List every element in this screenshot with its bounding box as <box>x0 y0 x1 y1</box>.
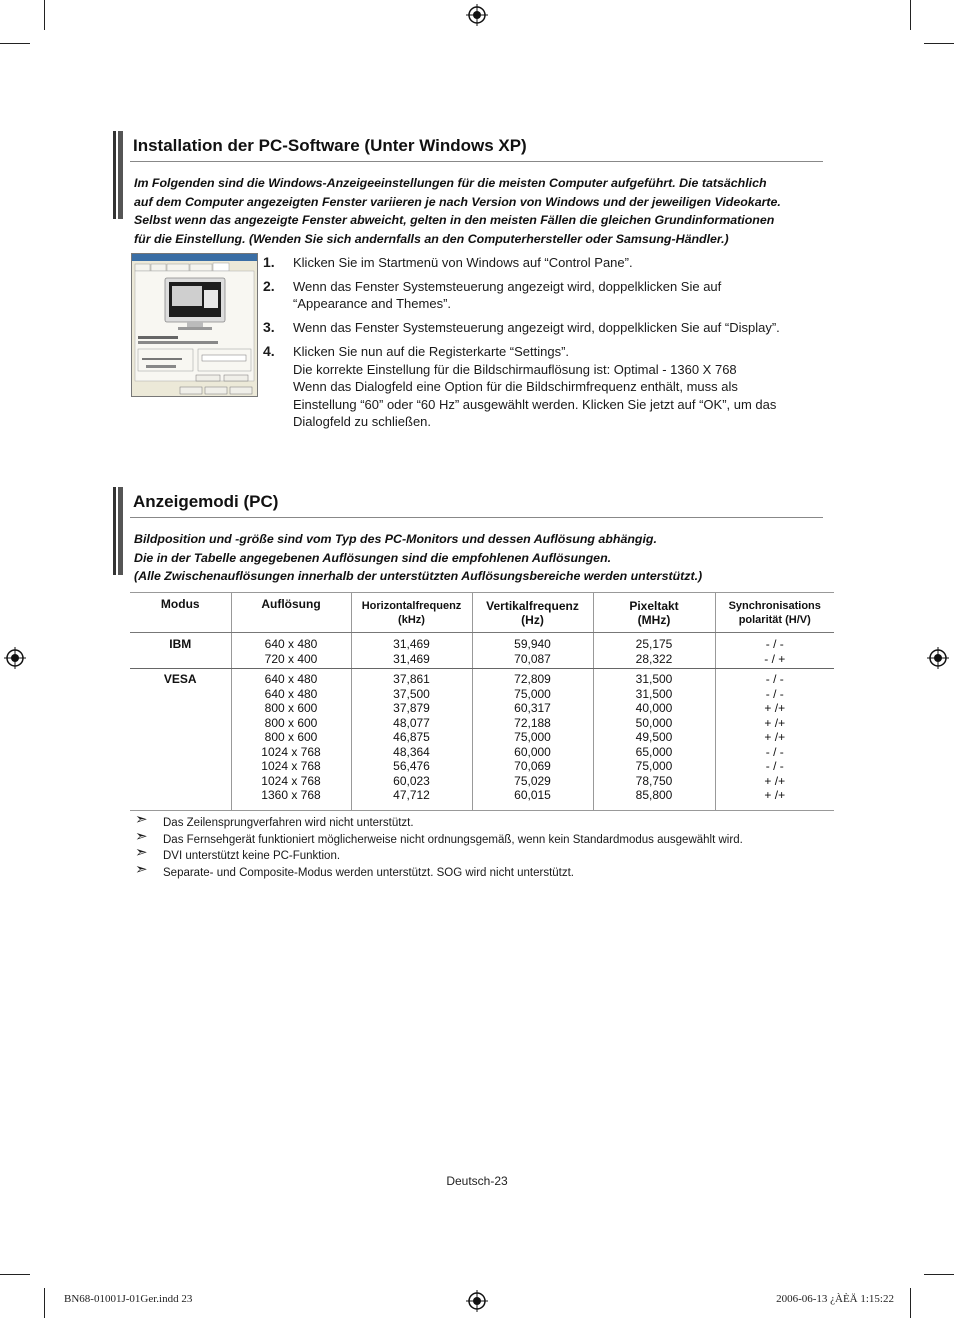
cell-value: 800 x 600 <box>264 730 318 744</box>
cell-value: 720 x 400 <box>264 651 318 666</box>
cell-value: 640 x 480 <box>264 672 318 686</box>
step-number: 4. <box>263 343 275 359</box>
intro-line: für die Einstellung. (Wenden Sie sich andernfalls an den Computerhersteller oder Samsung-Händler.) <box>134 231 729 246</box>
section-marker <box>113 487 123 575</box>
display-modes-table <box>130 592 834 811</box>
crop-mark <box>44 0 45 30</box>
cell-value: 25,175 <box>635 637 673 651</box>
cell-value: 48,364 <box>393 744 430 759</box>
step-text: Klicken Sie nun auf die Registerkarte “Settings”. <box>293 344 570 359</box>
cell-value: 1024 x 768 <box>261 759 321 773</box>
crop-mark <box>910 1288 911 1318</box>
step-number: 1. <box>263 254 275 270</box>
arrow-pointer-icon: ➣ <box>135 860 148 878</box>
registration-mark-icon <box>466 1290 488 1312</box>
step-number: 2. <box>263 277 275 294</box>
cell-value: 60,000 <box>514 744 551 759</box>
cell-value: 75,000 <box>635 759 673 773</box>
step-1 <box>263 254 833 272</box>
cell-value: + /+ <box>764 788 786 802</box>
step-2 <box>263 278 833 313</box>
note-item: ➣ Das Zeilensprungverfahren wird nicht unterstützt. <box>135 811 414 829</box>
pixel-clock-cell <box>593 669 715 811</box>
cell-value: 1024 x 768 <box>261 773 321 788</box>
crop-mark <box>44 1288 45 1318</box>
step-text: Die korrekte Einstellung für die Bildschirmauflösung ist: Optimal - 1360 X 768 <box>293 361 737 377</box>
column-header: Pixeltakt (MHz) <box>593 593 715 633</box>
section-marker <box>113 131 123 219</box>
registration-mark-icon <box>466 4 488 26</box>
sync-polarity-cell <box>715 669 834 811</box>
column-header: Modus <box>130 593 231 633</box>
cell-value: 85,800 <box>635 788 673 802</box>
crop-mark <box>0 43 30 44</box>
cell-value: - / - <box>765 672 784 686</box>
column-header: Auflösung <box>231 593 351 633</box>
table-row <box>130 633 834 669</box>
column-header: Vertikalfrequenz (Hz) <box>472 593 593 633</box>
print-slug-date: 2006-06-13 ¿ÀÈÄ 1:15:22 <box>776 1293 894 1305</box>
crop-mark <box>924 43 954 44</box>
display-properties-screenshot <box>131 253 258 397</box>
step-text: Wenn das Dialogfeld eine Option für die Bildschirmfrequenz enthält, muss als <box>293 379 738 394</box>
cell-value: 800 x 600 <box>264 715 318 730</box>
cell-value: 75,000 <box>514 730 551 744</box>
intro-line: Im Folgenden sind die Windows-Anzeigeeinstellungen für die meisten Computer aufgeführt. Die tatsächlich <box>134 176 767 190</box>
cell-value: 40,000 <box>635 701 673 715</box>
step-text: Wenn das Fenster Systemsteuerung angezeigt wird, doppelklicken Sie auf <box>293 278 722 294</box>
resolution-cell <box>231 669 351 811</box>
dialog-illustration <box>132 254 257 396</box>
cell-value: 70,069 <box>514 759 551 773</box>
cell-value: 31,500 <box>635 686 673 701</box>
cell-value: 48,077 <box>393 715 430 730</box>
cell-value: 49,500 <box>635 730 673 744</box>
arrow-pointer-icon: ➣ <box>135 811 148 828</box>
note-item: ➣ DVI unterstützt keine PC-Funktion. <box>135 844 341 862</box>
cell-value: 65,000 <box>635 744 673 759</box>
sync-polarity-cell <box>715 633 834 669</box>
step-text: Wenn das Fenster Systemsteuerung angezeigt wird, doppelklicken Sie auf “Display”. <box>293 319 780 335</box>
table-header-row <box>130 593 834 633</box>
cell-value: 47,712 <box>393 788 430 802</box>
intro-line: Selbst wenn das angezeigte Fenster abweicht, gelten in den meisten Fällen die gleichen Grundinformationen <box>134 213 775 227</box>
cell-value: 31,469 <box>393 651 430 666</box>
cell-value: 800 x 600 <box>264 701 318 715</box>
step-text: Klicken Sie im Startmenü von Windows auf “Control Pane”. <box>293 255 633 270</box>
intro-line: Bildposition und -größe sind vom Typ des PC-Monitors und dessen Auflösung abhängig. <box>134 532 657 546</box>
installation-steps <box>263 254 833 431</box>
cell-value: 31,500 <box>635 672 673 686</box>
cell-value: 59,940 <box>514 637 551 651</box>
crop-mark <box>910 0 911 30</box>
cell-value: 37,861 <box>393 672 430 686</box>
cell-value: 72,188 <box>514 715 551 730</box>
step-4 <box>263 343 833 431</box>
cell-value: 50,000 <box>635 715 673 730</box>
cell-value: 72,809 <box>514 672 551 686</box>
cell-value: - / - <box>765 637 784 651</box>
cell-value: 640 x 480 <box>264 686 318 701</box>
note-item: ➣ Separate- und Composite-Modus werden unterstützt. SOG wird nicht unterstützt. <box>135 860 574 879</box>
notes-list <box>135 811 743 881</box>
cell-value: - / - <box>765 686 784 701</box>
cell-value: + /+ <box>764 773 786 788</box>
registration-mark-icon <box>4 647 26 669</box>
step-text: Dialogfeld zu schließen. <box>293 414 432 429</box>
column-header: Horizontalfrequenz (kHz) <box>351 593 472 633</box>
step-number: 3. <box>263 318 275 335</box>
cell-value: 28,322 <box>635 651 673 666</box>
cell-value: 75,029 <box>514 773 551 788</box>
cell-value: 60,015 <box>514 788 551 802</box>
step-text: “Appearance and Themes”. <box>293 296 452 311</box>
section-title: Anzeigemodi (PC) <box>133 492 279 511</box>
cell-value: 46,875 <box>393 730 430 744</box>
step-text: Einstellung “60” oder “60 Hz” ausgewählt werden. Klicken Sie jetzt auf “OK”, um das <box>293 396 777 412</box>
cell-value: 1024 x 768 <box>261 744 321 759</box>
cell-value: 640 x 480 <box>264 637 318 651</box>
table-row <box>130 669 834 811</box>
intro-line: Die in der Tabelle angegebenen Auflösungen sind die empfohlenen Auflösungen. <box>134 550 612 565</box>
column-header: Synchronisations polarität (H/V) <box>715 593 834 633</box>
hfreq-cell <box>351 633 472 669</box>
registration-mark-icon <box>927 647 949 669</box>
cell-value: 31,469 <box>393 637 430 651</box>
cell-value: - / + <box>764 651 786 666</box>
cell-value: 75,000 <box>514 686 551 701</box>
cell-value: 37,879 <box>393 701 430 715</box>
hfreq-cell <box>351 669 472 811</box>
section-intro <box>134 530 834 586</box>
cell-value: 78,750 <box>635 773 673 788</box>
vfreq-cell <box>472 633 593 669</box>
cell-value: 37,500 <box>393 686 430 701</box>
intro-line: auf dem Computer angezeigten Fenster variieren je nach Version von Windows und der jeweiligen Videokarte. <box>134 194 781 209</box>
section-intro <box>134 174 834 248</box>
cell-value: 60,317 <box>514 701 551 715</box>
cell-value: - / - <box>765 744 784 759</box>
section-title: Installation der PC-Software (Unter Windows XP) <box>133 136 527 155</box>
arrow-pointer-icon: ➣ <box>135 827 148 845</box>
cell-value: + /+ <box>764 701 786 715</box>
step-3 <box>263 319 833 337</box>
mode-cell: VESA <box>130 669 231 811</box>
page-number: Deutsch-23 <box>446 1174 508 1188</box>
section-rule <box>130 517 823 518</box>
crop-mark <box>924 1274 954 1275</box>
pixel-clock-cell <box>593 633 715 669</box>
crop-mark <box>0 1274 30 1275</box>
section-rule <box>130 161 823 162</box>
cell-value: - / - <box>765 759 784 773</box>
arrow-pointer-icon: ➣ <box>135 844 148 861</box>
note-item: ➣ Das Fernsehgerät funktioniert möglicherweise nicht ordnungsgemäß, wenn kein Standardmodus ausgewählt wird. <box>135 827 743 846</box>
cell-value: 70,087 <box>514 651 551 666</box>
cell-value: 60,023 <box>393 773 430 788</box>
cell-value: + /+ <box>764 715 786 730</box>
print-slug-file: BN68-01001J-01Ger.indd 23 <box>64 1293 193 1305</box>
cell-value: 56,476 <box>393 759 430 773</box>
intro-line: (Alle Zwischenauflösungen innerhalb der unterstützten Auflösungsbereiche werden unterstützt.) <box>134 569 703 583</box>
cell-value: + /+ <box>764 730 786 744</box>
cell-value: 1360 x 768 <box>261 788 321 802</box>
vfreq-cell <box>472 669 593 811</box>
mode-cell: IBM <box>130 633 231 669</box>
resolution-cell <box>231 633 351 669</box>
